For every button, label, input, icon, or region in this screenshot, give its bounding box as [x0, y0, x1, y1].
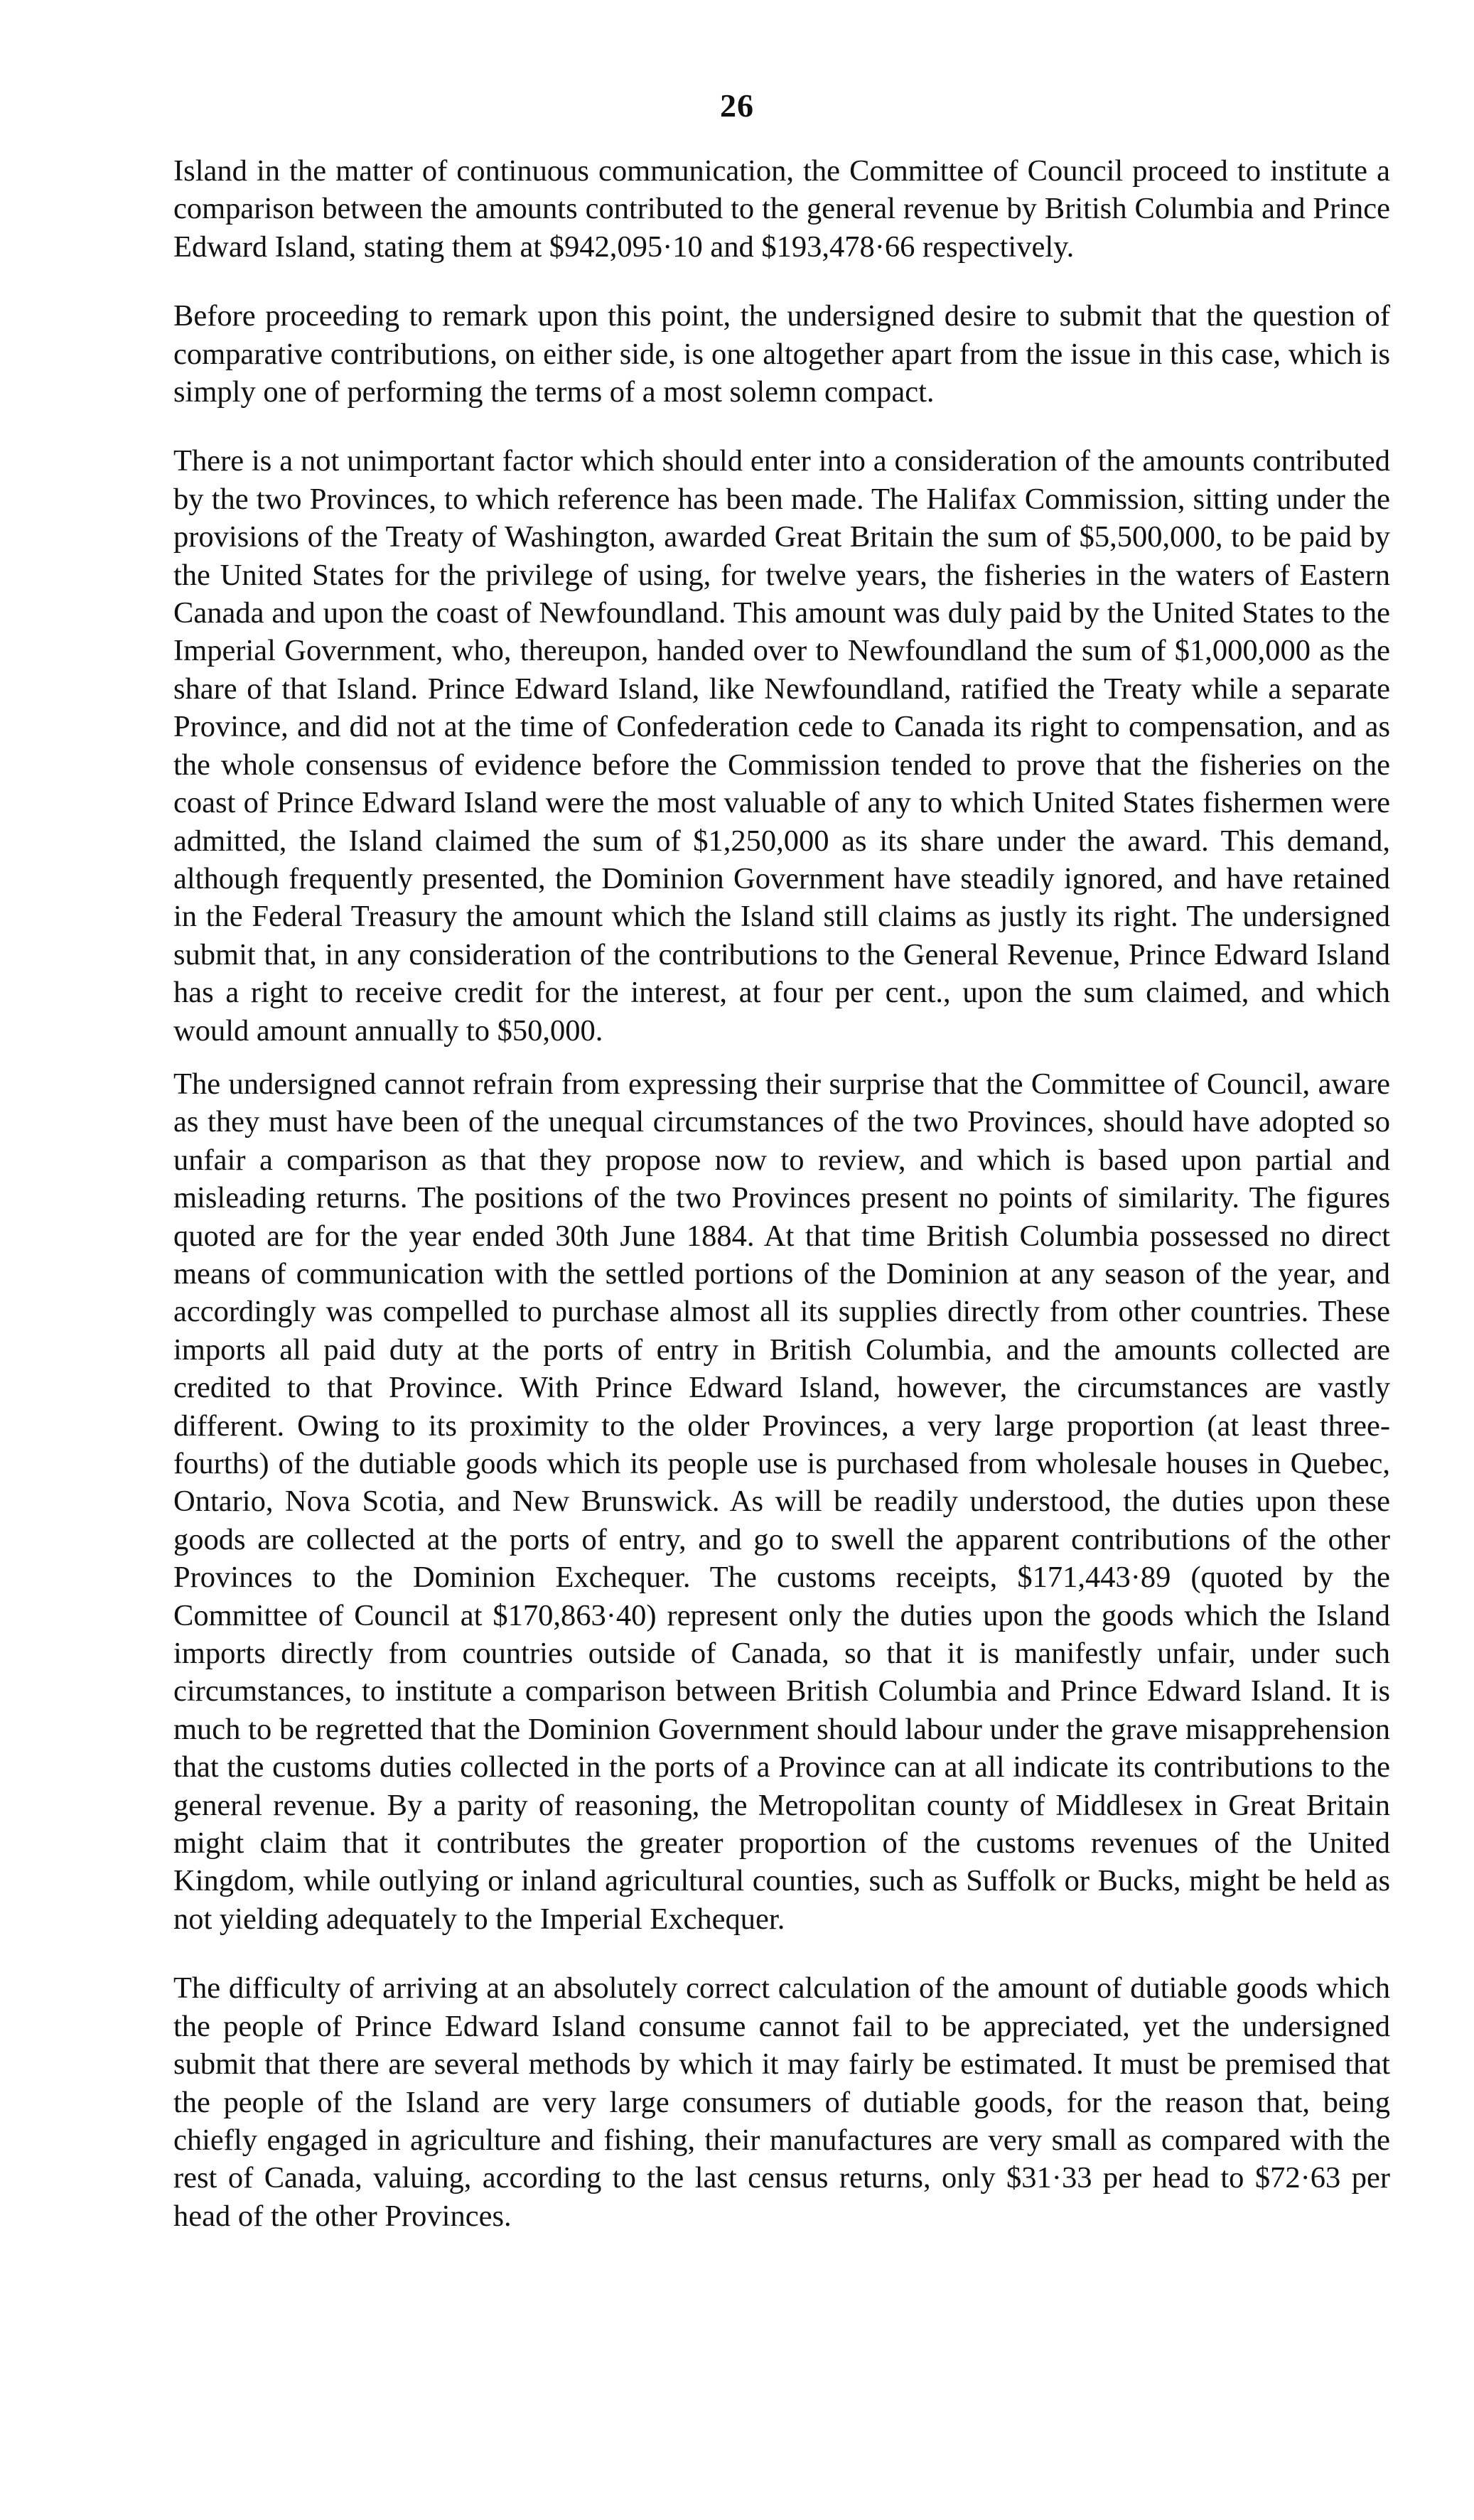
page-number: 26 [720, 87, 754, 124]
paragraph-halifax-commission: There is a not unimportant factor which should enter into a consideration of the amounts contributed by the two Provinces, to which reference has been made. The Halifax Commission, sitting under the provisions of the Treaty of Washington, awarded Great Britain the sum of $5,500,000, to be paid by the United States for the privilege of using, for twelve years, the fisheries in the waters of Eastern Canada and upon the coast of Newfoundland. This amount was duly paid by the United States to the Imperial Government, who, thereupon, handed over to Newfoundland the sum of $1,000,000 as the share of that Island. Prince Edward Island, like Newfoundland, ratified the Treaty while a separate Province, and did not at the time of Confederation cede to Canada its right to compensation, and as the whole consensus of evidence before the Commission tended to prove that the fisheries on the coast of Prince Edward Island were the most valuable of any to which United States fishermen were admitted, the Island claimed the sum of $1,250,000 as its share under the award. This demand, although frequently presented, the Dominion Government have steadily ignored, and have retained in the Federal Treasury the amount which the Island still claims as justly its right. The undersigned submit that, in any consideration of the contributions to the General Revenue, Prince Edward Island has a right to receive credit for the interest, at four per cent., upon the sum claimed, and which would amount annually to $50,000. [173, 444, 1390, 1048]
paragraph-comparative-contributions: Before proceeding to remark upon this point, the undersigned desire to submit that the question of comparative contributions, on either side, is one altogether apart from the issue in this case, which is simply one of performing the terms of a most solemn compact. [173, 299, 1390, 409]
paragraph-unfair-comparison: The undersigned cannot refrain from expressing their surprise that the Committee of Council, aware as they must have been of the unequal circumstances of the two Provinces, should have adopted so unfair a comparison as that they propose now to review, and which is based upon partial and misleading returns. The positions of the two Provinces present no points of similarity. The figures quoted are for the year ended 30th June 1884. At that time British Columbia possessed no direct means of communication with the settled portions of the Dominion at any season of the year, and accordingly was compelled to purchase almost all its supplies directly from other countries. These imports all paid duty at the ports of entry in British Columbia, and the amounts collected are credited to that Province. With Prince Edward Island, however, the circumstances are vastly different. Owing to its proximity to the older Provinces, a very large proportion (at least three-fourths) of the dutiable goods which its people use is purchased from wholesale houses in Quebec, Ontario, Nova Scotia, and New Brunswick. As will be readily understood, the duties upon these goods are collected at the ports of entry, and go to swell the apparent contributions of the other Provinces to the Dominion Exchequer. The customs receipts, $171,443·89 (quoted by the Committee of Council at $170,863·40) represent only the duties upon the goods which the Island imports directly from countries outside of Canada, so that it is manifestly unfair, under such circumstances, to institute a comparison between British Columbia and Prince Edward Island. It is much to be regretted that the Dominion Government should labour under the grave misapprehension that the customs duties collected in the ports of a Province can at all indicate its contributions to the general revenue. By a parity of reasoning, the Metropolitan county of Middlesex in Great Britain might claim that it contributes the greater proportion of the customs revenues of the United Kingdom, while outlying or inland agricultural counties, such as Suffolk or Bucks, might be held as not yielding adequately to the Imperial Exchequer. [173, 1067, 1390, 1936]
paragraph-dutiable-goods: The difficulty of arriving at an absolutely correct calculation of the amount of dutiable goods which the people of Prince Edward Island consume cannot fail to be appreciated, yet the undersigned submit that there are several methods by which it may fairly be estimated. It must be premised that the people of the Island are very large consumers of dutiable goods, for the reason that, being chiefly engaged in agriculture and fishing, their manufactures are very small as compared with the rest of Canada, valuing, according to the last census returns, only $31·33 per head to $72·63 per head of the other Provinces. [173, 1971, 1390, 2233]
paragraph-comparison-intro: Island in the matter of continuous communication, the Committee of Council proceed to institute a comparison between the amounts contributed to the general revenue by British Columbia and Prince Edward Island, stating them at $942,095·10 and $193,478·66 respectively. [173, 154, 1390, 264]
body-text [173, 152, 1390, 2266]
